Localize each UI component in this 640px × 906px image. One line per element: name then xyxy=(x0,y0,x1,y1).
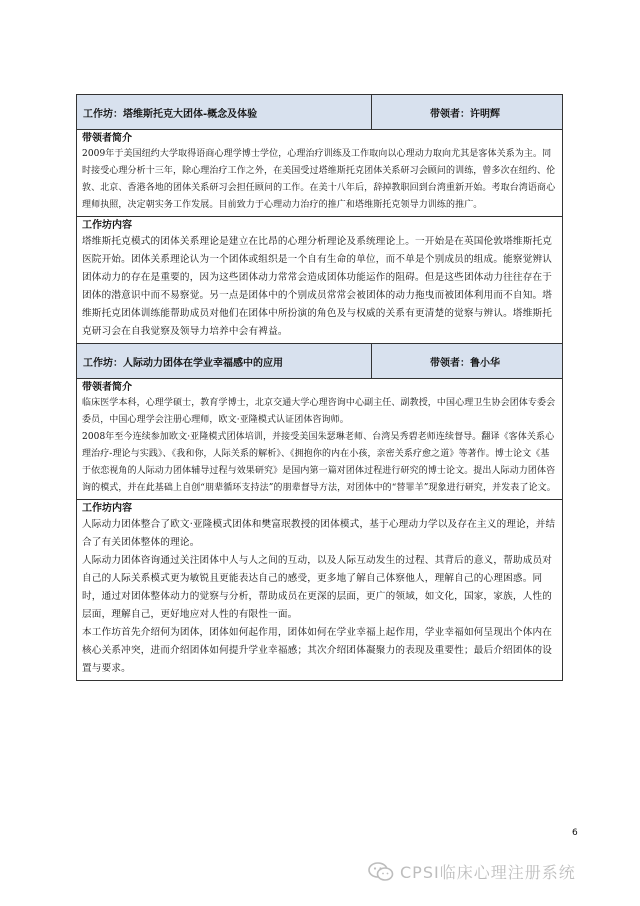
bio-paragraph: 2009年于美国纽约大学取得语商心理学博士学位，心理治疗训练及工作取向以心理动力取向尤其是客体关系为主。同时接受心理分析十三年，除心理治疗工作之外，在美国受过塔维斯托克团体关系研习会顾问的训练，曾多次在纽约、伦敦、北京、香港各地的团体关系研习会担任顾问的工作。在美十八年后，辞掉教职回到台湾重新开始。考取台湾语商心理师执照，决定朝实务工作发展。目前致力于心理动力治疗的推广和塔维斯托克领导力训练的推广。 xyxy=(82,149,556,210)
watermark xyxy=(368,860,576,883)
workshop-leader: 带领者：许明辉 xyxy=(430,108,500,120)
leader-bio-section xyxy=(77,379,562,500)
workshop-header xyxy=(77,344,562,379)
watermark-text: CPSI临床心理注册系统 xyxy=(400,863,576,882)
workshop-content-section xyxy=(77,500,562,680)
content-paragraph: 人际动力团体整合了欧文·亚隆模式团体和樊富珉教授的团体模式，基于心理动力学以及存在主义的理论，并结合了有关团体整体的理论。 xyxy=(82,519,556,548)
page-number: 6 xyxy=(572,828,578,838)
workshop-table xyxy=(76,94,563,681)
content-paragraph: 人际动力团体咨询通过关注团体中人与人之间的互动，以及人际互动发生的过程、其背后的意义，帮助成员对自己的人际关系模式更为敏锐且更能表达自己的感受，更多地了解自己体察他人，理解自己的心理困惑。同时，通过对团体整体动力的觉察与分析，帮助成员在更深的层面，更广的领域，如文化，国家，家族，人性的层面，理解自己，更好地应对人性的有限性一面。 xyxy=(82,555,553,620)
workshop-header xyxy=(77,95,562,130)
workshop-content-section xyxy=(77,217,562,344)
leader-bio-section xyxy=(77,130,562,217)
section-heading: 带领者简介 xyxy=(82,133,132,144)
workshop-leader: 带领者：鲁小华 xyxy=(430,357,500,369)
wechat-icon xyxy=(368,862,394,882)
workshop-title: 工作坊：人际动力团体在学业幸福感中的应用 xyxy=(77,344,372,378)
content-paragraph: 塔维斯托克模式的团体关系理论是建立在比昂的心理分析理论及系统理论上。一开始是在英国伦敦塔维斯托克医院开始。团体关系理论认为一个团体或组织是一个自有生命的单位，而不单是个别成员的组成。能察觉辨认团体动力的存在是重要的，因为这些团体动力常常会造成团体功能运作的阻碍。但是这些团体动力往往存在于团体的潜意识中而不易察觉。另一点是团体中的个别成员常常会被团体的动力拖曳而被团体利用而不自知。塔维斯托克团体训练能帮助成员对他们在团体中所扮演的角色及与权威的关系有更清楚的觉察与辨认。塔维斯托克研习会在自我觉察及领导力培养中会有裨益。 xyxy=(82,236,553,337)
section-heading: 工作坊内容 xyxy=(82,503,132,514)
bio-paragraph: 临床医学本科，心理学硕士，教育学博士，北京交通大学心理咨询中心副主任、副教授，中国心理卫生协会团体专委会委员，中国心理学会注册心理师，欧文·亚隆模式认证团体咨询师。 xyxy=(82,398,556,425)
workshop-title: 工作坊：塔维斯托克大团体-概念及体验 xyxy=(77,95,372,129)
content-paragraph: 本工作坊首先介绍何为团体，团体如何起作用，团体如何在学业幸福上起作用，学业幸福如何呈现出个体内在核心关系冲突，进而介绍团体如何提升学业幸福感；其次介绍团体凝聚力的表现及重要性；最后介绍团体的设置与要求。 xyxy=(82,627,553,674)
section-heading: 工作坊内容 xyxy=(82,220,132,231)
bio-paragraph: 2008年至今连续参加欧文·亚隆模式团体培训，并接受美国朱瑟琳老师、台湾吴秀碧老师连续督导。翻译《客体关系心理治疗-理论与实践》、《我和你，人际关系的解析》、《拥抱你的内在小孩，亲密关系疗愈之道》等著作。博士论文《基于依恋视角的人际动力团体辅导过程与效果研究》是国内第一篇对团体过程进行研究的博士论文。提出人际动力团体咨询的模式，并在此基础上自创“朋辈循环支持法”的朋辈督导方法，对团体中的“替罪羊”现象进行研究，并发表了论文。 xyxy=(82,432,556,493)
section-heading: 带领者简介 xyxy=(82,382,132,393)
